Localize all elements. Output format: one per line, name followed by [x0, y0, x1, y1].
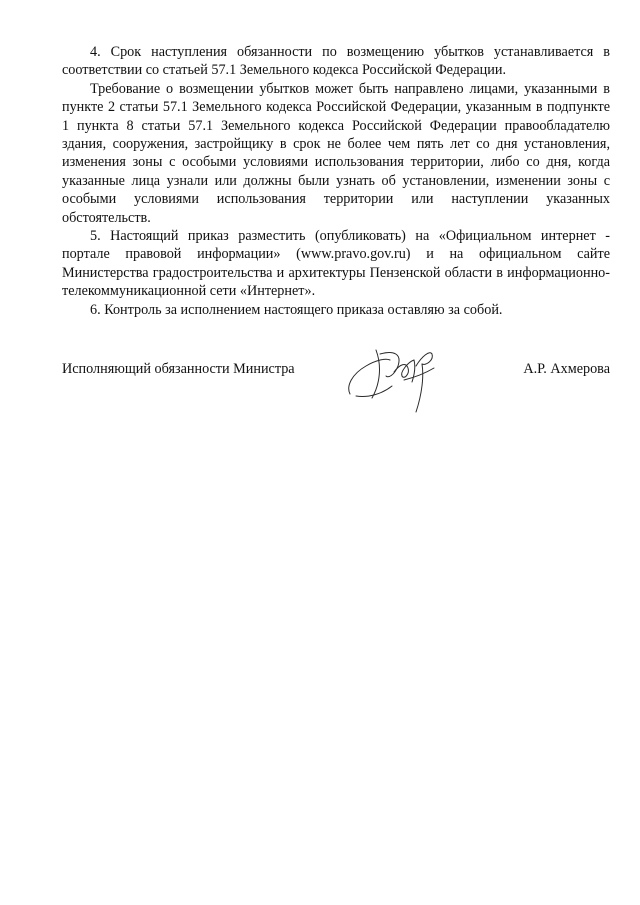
paragraph-4-deadline: 4. Срок наступления обязанности по возмещению убытков устанавливается в соответствии со статьей 57.1 Земельного кодекса Российской Федерации.: [62, 44, 610, 79]
handwritten-signature-icon: [342, 336, 452, 416]
paragraph-compensation-claim: Требование о возмещении убытков может быть направлено лицами, указанными в пункте 2 статьи 57.1 Земельного кодекса Российской Федерации, указанным в подпункте 1 пункта 8 статьи 57.1 Земельного кодекса Российской Федерации правообладателю здания, сооружения, застройщику в срок не более чем пять лет со дня установления, изменения зоны с особыми условиями использования территории, либо со дня, когда указанные лица узнали или должны были узнать об установлении, изменении зоны с особыми условиями использования территории или наступлении указанных обстоятельств.: [62, 80, 610, 226]
paragraph-5-publication: 5. Настоящий приказ разместить (опубликовать) на «Официальном интернет - портале правовой информации» (www.pravo.gov.ru) и на официальном сайте Министерства градостроительства и архитектуры Пензенской области в информационно-телекоммуникационной сети «Интернет».: [62, 228, 610, 300]
signatory-position: Исполняющий обязанности Министра: [62, 361, 295, 377]
paragraph-6-control: 6. Контроль за исполнением настоящего приказа оставляю за собой.: [90, 301, 503, 318]
signature-block: [62, 358, 610, 418]
signatory-name: А.Р. Ахмерова: [523, 361, 610, 377]
document-body: [62, 43, 610, 319]
